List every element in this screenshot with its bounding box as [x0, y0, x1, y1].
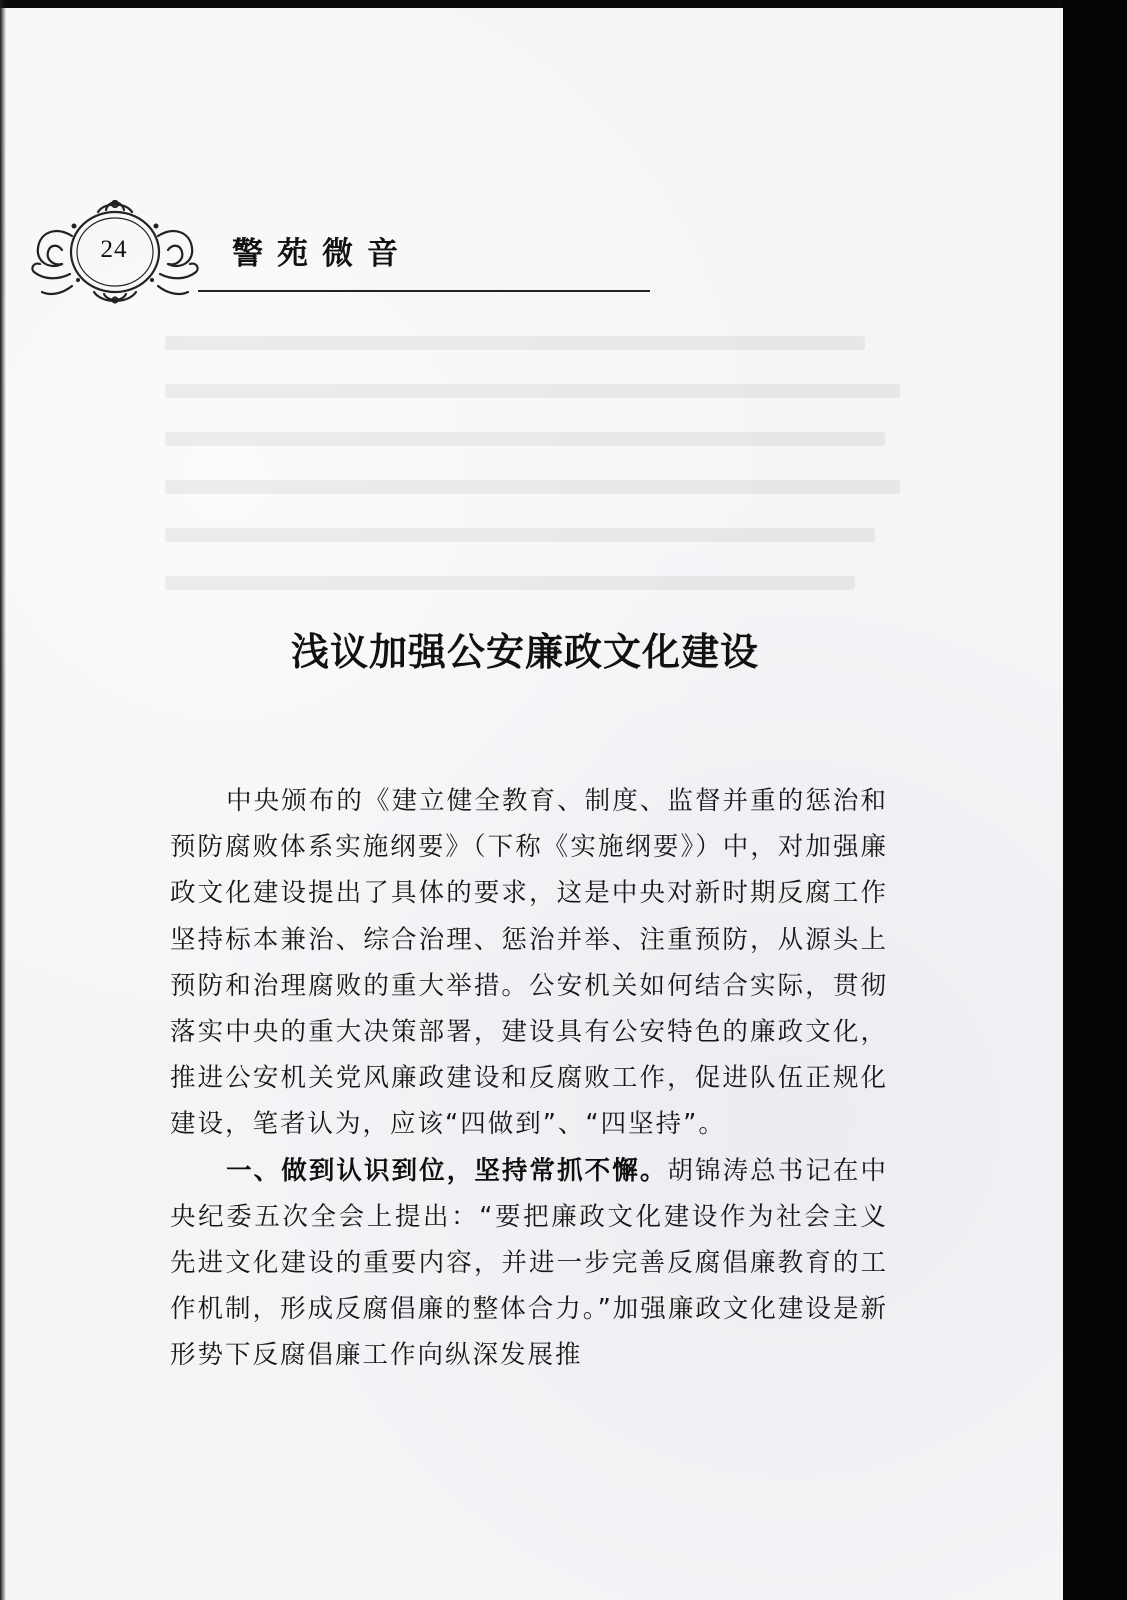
running-header-title: 警苑微音	[232, 236, 412, 272]
paragraph-intro	[170, 778, 888, 1148]
section-heading: 一、做到认识到位，坚持常抓不懈。	[226, 1155, 668, 1186]
scan-border-right	[1063, 0, 1127, 1600]
page-number: 24	[100, 236, 128, 263]
article-body	[170, 778, 888, 1379]
scan-border-left	[0, 0, 6, 1600]
bleed-through-texture	[165, 328, 900, 628]
paragraph-text: 中央颁布的《建立健全教育、制度、监督并重的惩治和预防腐败体系实施纲要》（下称《实施纲要》）中，对加强廉政文化建设提出了具体的要求，这是中央对新时期反腐工作坚持标本兼治、综合治理、惩治并举、注重预防，从源头上预防和治理腐败的重大举措。公安机关如何结合实际，贯彻落实中央的重大决策部署，建设具有公安特色的廉政文化，推进公安机关党风廉政建设和反腐败工作，促进队伍正规化建设，笔者认为，应该“四做到”、“四坚持”。	[170, 786, 888, 1140]
scan-border-top	[0, 0, 1127, 8]
paragraph-section-1	[170, 1148, 888, 1379]
article-title: 浅议加强公安廉政文化建设	[290, 629, 759, 674]
bleed-through-lines	[165, 328, 900, 628]
header-divider	[198, 290, 650, 292]
paragraph-text: 胡锦涛总书记在中央纪委五次全会上提出：“要把廉政文化建设作为社会主义先进文化建设的重要内容，并进一步完善反腐倡廉教育的工作机制，形成反腐倡廉的整体合力。”加强廉政文化建设是新形势下反腐倡廉工作向纵深发展推	[170, 1155, 888, 1371]
